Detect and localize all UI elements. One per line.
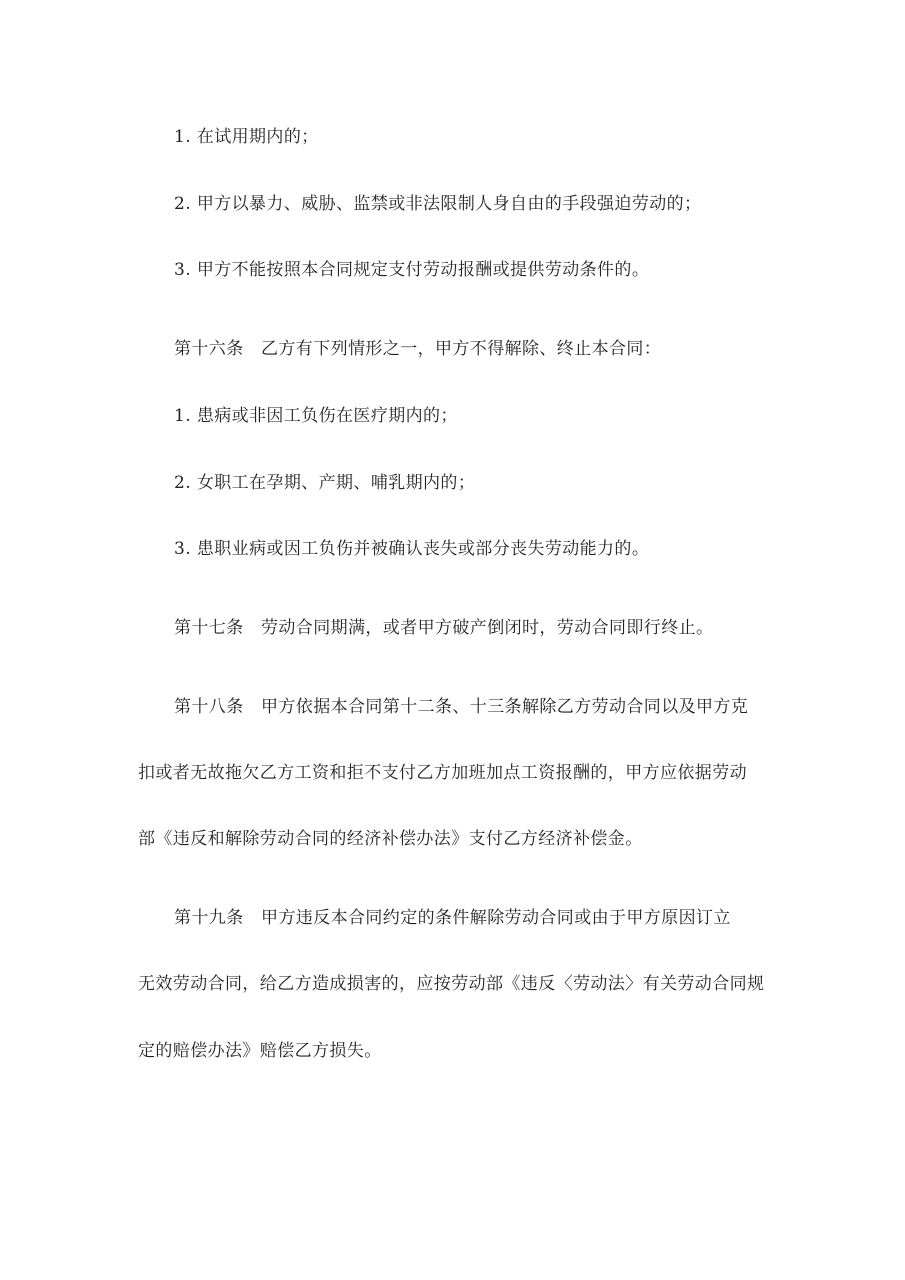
list-item-forced-labor: 2. 甲方以暴力、威胁、监禁或非法限制人身自由的手段强迫劳动的； bbox=[174, 194, 702, 214]
article-19-line-2: 无效劳动合同，给乙方造成损害的，应按劳动部《违反〈劳动法〉有关劳动合同规 bbox=[138, 974, 765, 994]
article-18-line-2: 扣或者无故拖欠乙方工资和拒不支付乙方加班加点工资报酬的，甲方应依据劳动 bbox=[138, 763, 747, 783]
list-item-trial-period: 1. 在试用期内的； bbox=[174, 127, 319, 147]
list-item-occupational-disease: 3. 患职业病或因工负伤并被确认丧失或部分丧失劳动能力的。 bbox=[174, 539, 650, 559]
list-item-pregnancy: 2. 女职工在孕期、产期、哺乳期内的； bbox=[174, 473, 476, 493]
article-18-line-1: 第十八条 甲方依据本合同第十二条、十三条解除乙方劳动合同以及甲方克 bbox=[174, 697, 749, 717]
list-item-illness: 1. 患病或非因工负伤在医疗期内的； bbox=[174, 406, 458, 426]
article-19-line-3: 定的赔偿办法》赔偿乙方损失。 bbox=[138, 1041, 382, 1061]
article-18-line-3: 部《违反和解除劳动合同的经济补偿办法》支付乙方经济补偿金。 bbox=[138, 829, 643, 849]
list-item-unpaid-wages: 3. 甲方不能按照本合同规定支付劳动报酬或提供劳动条件的。 bbox=[174, 260, 650, 280]
article-19-line-1: 第十九条 甲方违反本合同约定的条件解除劳动合同或由于甲方原因订立 bbox=[174, 908, 731, 928]
article-16-heading: 第十六条 乙方有下列情形之一，甲方不得解除、终止本合同： bbox=[174, 339, 662, 359]
article-17-text: 第十七条 劳动合同期满，或者甲方破产倒闭时，劳动合同即行终止。 bbox=[174, 618, 714, 638]
